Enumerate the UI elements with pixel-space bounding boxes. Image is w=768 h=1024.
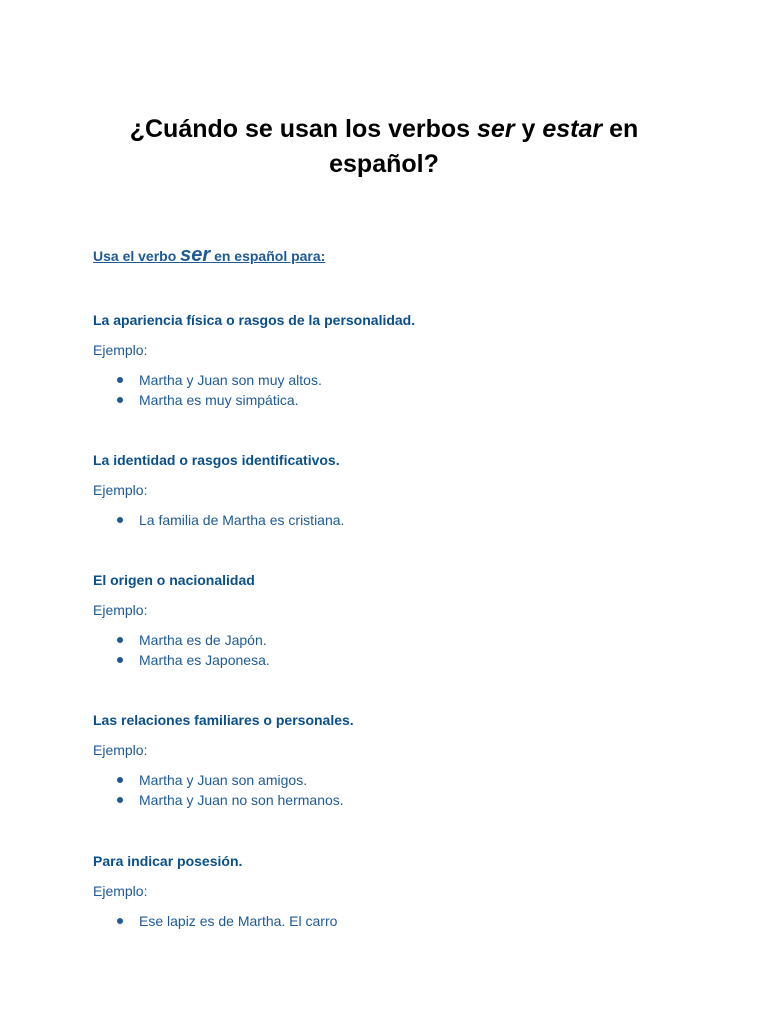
example-list xyxy=(93,370,693,410)
section-heading: El origen o nacionalidad xyxy=(93,572,255,588)
intro-after: en español para: xyxy=(210,248,326,264)
title-part-3: en xyxy=(602,115,639,143)
title-part-1: ¿Cuándo se usan los verbos xyxy=(129,115,478,143)
intro-heading xyxy=(93,240,325,271)
list-item-text: Martha y Juan son amigos. xyxy=(139,772,308,788)
section-relationships xyxy=(93,710,693,810)
bullet-icon xyxy=(117,657,123,663)
section-possession xyxy=(93,851,693,931)
section-identity xyxy=(93,450,693,530)
list-item-text: Martha es de Japón. xyxy=(139,632,267,648)
section-heading: Para indicar posesión. xyxy=(93,853,243,869)
title-estar: estar xyxy=(542,115,603,143)
example-label: Ejemplo: xyxy=(93,742,148,758)
example-label: Ejemplo: xyxy=(93,883,148,899)
list-item-text: Martha es muy simpática. xyxy=(139,392,299,408)
list-item xyxy=(93,770,693,790)
bullet-icon xyxy=(117,637,123,643)
example-list xyxy=(93,630,693,670)
bullet-icon xyxy=(117,918,123,924)
list-item-text: La familia de Martha es cristiana. xyxy=(139,512,345,528)
list-item xyxy=(93,510,693,530)
list-item xyxy=(93,390,693,410)
example-list xyxy=(93,770,693,810)
section-physical-appearance xyxy=(93,310,693,410)
section-origin xyxy=(93,570,693,670)
list-item xyxy=(93,370,693,390)
section-heading: Las relaciones familiares o personales. xyxy=(93,712,354,728)
section-heading: La identidad o rasgos identificativos. xyxy=(93,452,340,468)
example-label: Ejemplo: xyxy=(93,602,148,618)
page-title xyxy=(60,112,708,182)
bullet-icon xyxy=(117,397,123,403)
bullet-icon xyxy=(117,377,123,383)
intro-verb: ser xyxy=(180,244,211,266)
bullet-icon xyxy=(117,777,123,783)
list-item xyxy=(93,630,693,650)
example-list xyxy=(93,510,693,530)
bullet-icon xyxy=(117,517,123,523)
example-list xyxy=(93,911,693,931)
list-item-text: Martha y Juan son muy altos. xyxy=(139,372,322,388)
list-item-text: Ese lapiz es de Martha. El carro xyxy=(139,913,338,929)
title-part-2: y xyxy=(514,115,543,143)
list-item-text: Martha es Japonesa. xyxy=(139,652,270,668)
title-ser: ser xyxy=(477,115,515,143)
section-heading: La apariencia física o rasgos de la personalidad. xyxy=(93,312,416,328)
list-item xyxy=(93,650,693,670)
intro-before: Usa el verbo xyxy=(93,248,181,264)
example-label: Ejemplo: xyxy=(93,342,148,358)
list-item xyxy=(93,911,693,931)
bullet-icon xyxy=(117,797,123,803)
list-item-text: Martha y Juan no son hermanos. xyxy=(139,792,344,808)
list-item xyxy=(93,790,693,810)
title-line-2: español? xyxy=(329,150,439,178)
example-label: Ejemplo: xyxy=(93,482,148,498)
